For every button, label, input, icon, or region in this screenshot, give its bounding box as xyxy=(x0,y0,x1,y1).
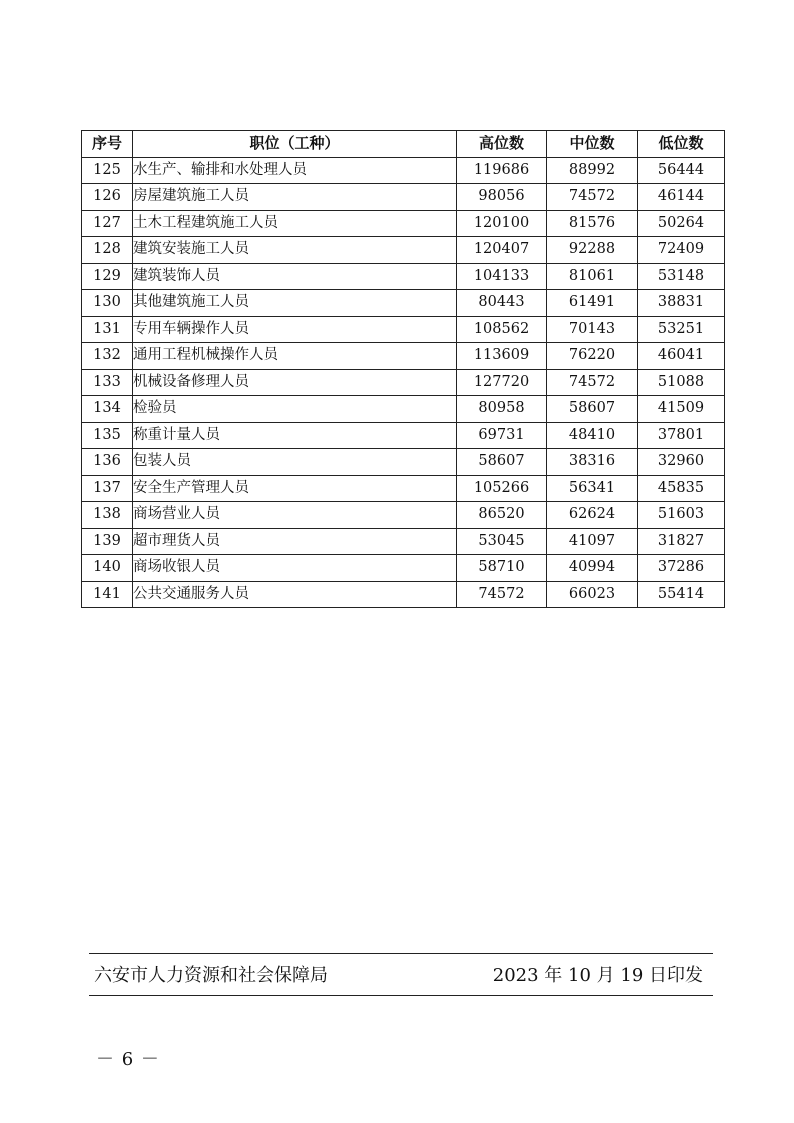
cell-low: 51088 xyxy=(638,369,725,396)
cell-no: 138 xyxy=(82,502,133,529)
table-row xyxy=(82,502,725,529)
cell-mid: 81061 xyxy=(547,263,638,290)
table-row xyxy=(82,396,725,423)
cell-high: 120100 xyxy=(457,210,547,237)
cell-high: 113609 xyxy=(457,343,547,370)
cell-high: 74572 xyxy=(457,581,547,608)
cell-high: 127720 xyxy=(457,369,547,396)
cell-high: 119686 xyxy=(457,157,547,184)
cell-no: 136 xyxy=(82,449,133,476)
cell-high: 80958 xyxy=(457,396,547,423)
cell-no: 139 xyxy=(82,528,133,555)
issue-date: 2023 年 10 月 19 日印发 xyxy=(492,965,703,986)
cell-mid: 56341 xyxy=(547,475,638,502)
cell-mid: 74572 xyxy=(547,184,638,211)
cell-mid: 92288 xyxy=(547,237,638,264)
table-row xyxy=(82,263,725,290)
header-low: 低位数 xyxy=(638,131,725,158)
table-row xyxy=(82,449,725,476)
cell-mid: 62624 xyxy=(547,502,638,529)
cell-position: 建筑安装施工人员 xyxy=(133,237,457,264)
cell-high: 58710 xyxy=(457,555,547,582)
table-row xyxy=(82,369,725,396)
table-row xyxy=(82,316,725,343)
cell-mid: 81576 xyxy=(547,210,638,237)
cell-high: 69731 xyxy=(457,422,547,449)
cell-position: 公共交通服务人员 xyxy=(133,581,457,608)
header-high: 高位数 xyxy=(457,131,547,158)
table-row xyxy=(82,157,725,184)
cell-position: 超市理货人员 xyxy=(133,528,457,555)
cell-high: 80443 xyxy=(457,290,547,317)
cell-no: 137 xyxy=(82,475,133,502)
cell-mid: 70143 xyxy=(547,316,638,343)
cell-mid: 76220 xyxy=(547,343,638,370)
cell-position: 水生产、输排和水处理人员 xyxy=(133,157,457,184)
cell-low: 37801 xyxy=(638,422,725,449)
cell-no: 140 xyxy=(82,555,133,582)
cell-low: 32960 xyxy=(638,449,725,476)
cell-low: 51603 xyxy=(638,502,725,529)
cell-position: 商场收银人员 xyxy=(133,555,457,582)
cell-low: 45835 xyxy=(638,475,725,502)
cell-high: 120407 xyxy=(457,237,547,264)
cell-no: 130 xyxy=(82,290,133,317)
page-number: － 6 － xyxy=(96,1049,160,1070)
cell-mid: 66023 xyxy=(547,581,638,608)
cell-no: 129 xyxy=(82,263,133,290)
cell-no: 126 xyxy=(82,184,133,211)
cell-position: 建筑装饰人员 xyxy=(133,263,457,290)
table-row xyxy=(82,555,725,582)
cell-position: 房屋建筑施工人员 xyxy=(133,184,457,211)
cell-low: 46041 xyxy=(638,343,725,370)
cell-position: 专用车辆操作人员 xyxy=(133,316,457,343)
footer-top-rule xyxy=(89,953,713,954)
cell-mid: 38316 xyxy=(547,449,638,476)
cell-high: 58607 xyxy=(457,449,547,476)
cell-position: 包装人员 xyxy=(133,449,457,476)
header-position: 职位（工种） xyxy=(133,131,457,158)
cell-low: 53251 xyxy=(638,316,725,343)
header-no: 序号 xyxy=(82,131,133,158)
wage-table xyxy=(81,130,725,608)
cell-position: 机械设备修理人员 xyxy=(133,369,457,396)
table-row xyxy=(82,290,725,317)
cell-position: 土木工程建筑施工人员 xyxy=(133,210,457,237)
table-row xyxy=(82,422,725,449)
cell-no: 135 xyxy=(82,422,133,449)
cell-position: 其他建筑施工人员 xyxy=(133,290,457,317)
cell-position: 安全生产管理人员 xyxy=(133,475,457,502)
cell-low: 38831 xyxy=(638,290,725,317)
cell-no: 134 xyxy=(82,396,133,423)
cell-low: 31827 xyxy=(638,528,725,555)
cell-mid: 88992 xyxy=(547,157,638,184)
cell-mid: 74572 xyxy=(547,369,638,396)
cell-position: 通用工程机械操作人员 xyxy=(133,343,457,370)
cell-no: 132 xyxy=(82,343,133,370)
cell-no: 125 xyxy=(82,157,133,184)
header-mid: 中位数 xyxy=(547,131,638,158)
cell-high: 108562 xyxy=(457,316,547,343)
cell-low: 37286 xyxy=(638,555,725,582)
cell-low: 55414 xyxy=(638,581,725,608)
table-row xyxy=(82,237,725,264)
cell-low: 50264 xyxy=(638,210,725,237)
table-row xyxy=(82,210,725,237)
cell-no: 127 xyxy=(82,210,133,237)
footer-bottom-rule xyxy=(89,995,713,996)
table-row xyxy=(82,581,725,608)
cell-mid: 58607 xyxy=(547,396,638,423)
table-row xyxy=(82,528,725,555)
cell-low: 46144 xyxy=(638,184,725,211)
cell-low: 41509 xyxy=(638,396,725,423)
cell-high: 98056 xyxy=(457,184,547,211)
cell-mid: 40994 xyxy=(547,555,638,582)
cell-no: 131 xyxy=(82,316,133,343)
cell-mid: 48410 xyxy=(547,422,638,449)
issuing-organization: 六安市人力资源和社会保障局 xyxy=(94,965,328,986)
cell-mid: 41097 xyxy=(547,528,638,555)
table-row xyxy=(82,343,725,370)
cell-mid: 61491 xyxy=(547,290,638,317)
cell-no: 141 xyxy=(82,581,133,608)
table-header-row xyxy=(82,131,725,158)
cell-low: 56444 xyxy=(638,157,725,184)
cell-position: 商场营业人员 xyxy=(133,502,457,529)
cell-low: 53148 xyxy=(638,263,725,290)
cell-high: 105266 xyxy=(457,475,547,502)
cell-position: 称重计量人员 xyxy=(133,422,457,449)
table-row xyxy=(82,184,725,211)
cell-no: 128 xyxy=(82,237,133,264)
table-row xyxy=(82,475,725,502)
cell-position: 检验员 xyxy=(133,396,457,423)
cell-no: 133 xyxy=(82,369,133,396)
cell-high: 104133 xyxy=(457,263,547,290)
table-body xyxy=(82,157,725,608)
cell-high: 53045 xyxy=(457,528,547,555)
cell-low: 72409 xyxy=(638,237,725,264)
cell-high: 86520 xyxy=(457,502,547,529)
